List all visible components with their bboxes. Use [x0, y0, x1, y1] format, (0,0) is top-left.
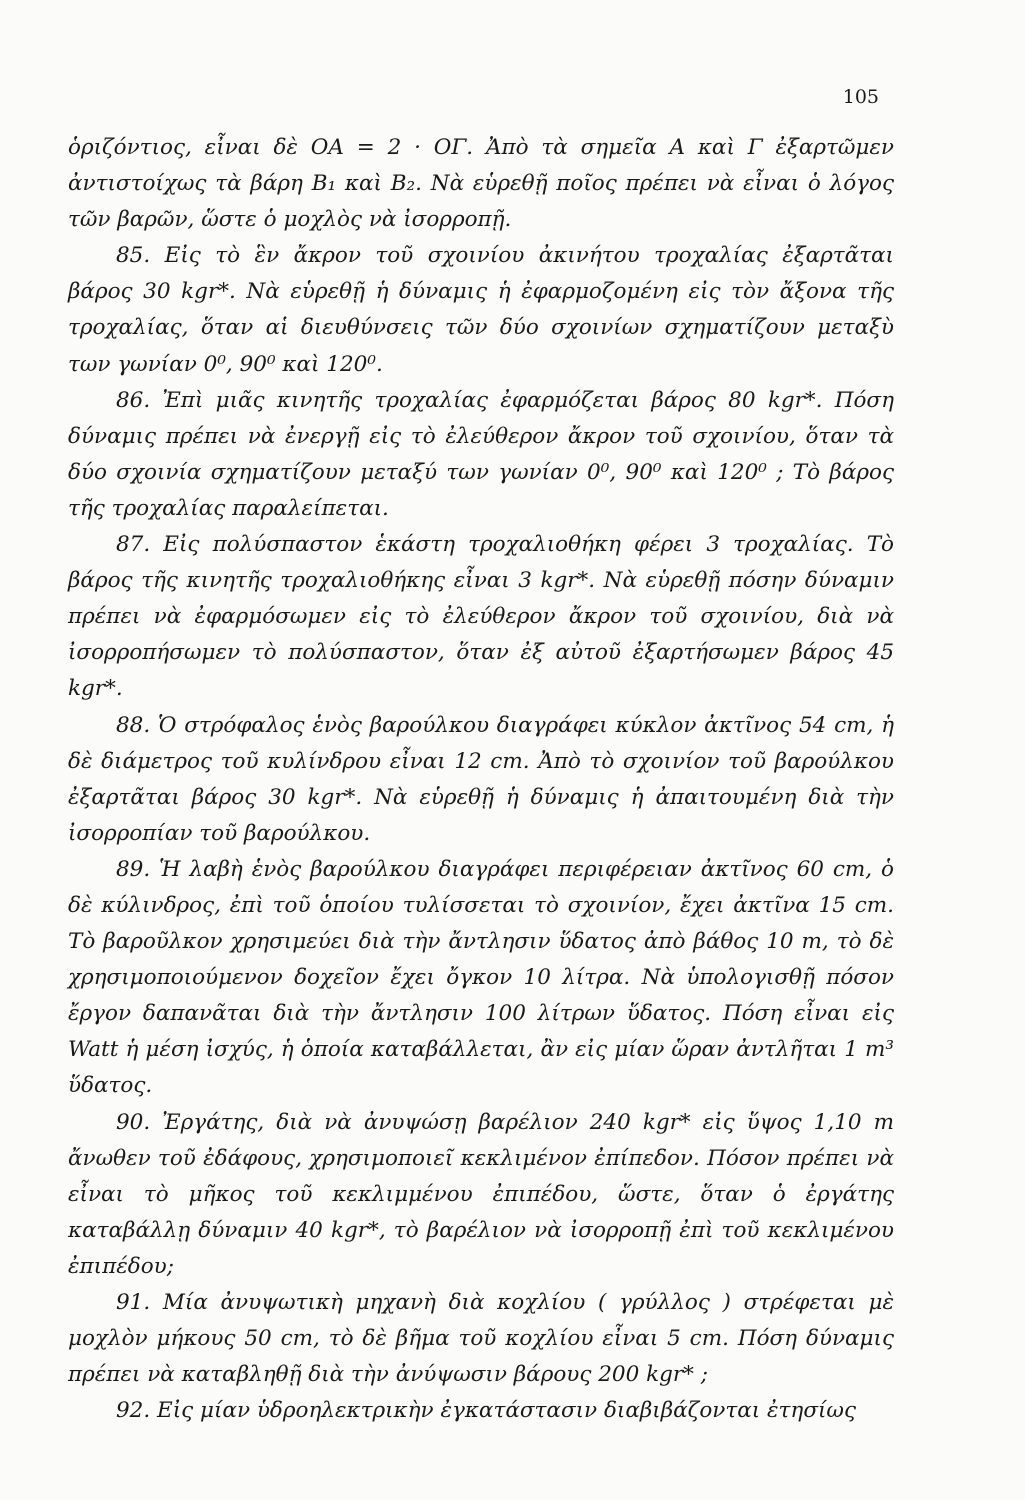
problem-91: 91. Μία ἀνυψωτικὴ μηχανὴ διὰ κοχλίου ( γρύλλος ) στρέφεται μὲ μοχλὸν μήκους 50 cm, τὸ δὲ βῆμα τοῦ κοχλίου εἶναι 5 cm. Πόση δύναμις πρέπει νὰ καταβληθῇ διὰ τὴν ἀνύψωσιν βάρους 200 kgr* ; [68, 1290, 894, 1388]
problem-89: 89. Ἡ λαβὴ ἑνὸς βαρούλκου διαγράφει περιφέρειαν ἀκτῖνος 60 cm, ὁ δὲ κύλινδρος, ἐπὶ τοῦ ὁποίου τυλίσσεται τὸ σχοινίον, ἔχει ἀκτῖνα 15 cm. Τὸ βαροῦλκον χρησιμεύει διὰ τὴν ἄντλησιν ὕδατος ἀπὸ βάθος 10 m, τὸ δὲ χρησιμοποιούμενον δοχεῖον ἔχει ὄγκον 10 λίτρα. Νὰ ὑπολογισθῇ πόσον ἔργον δαπανᾶται διὰ τὴν ἄντλησιν 100 λίτρων ὕδατος. Πόση εἶναι εἰς Watt ἡ μέση ἰσχύς, ἡ ὁποία καταβάλλεται, ἂν εἰς μίαν ὥραν ἀντλῆται 1 m³ ὕδατος. [68, 856, 894, 1099]
problem-92: 92. Εἰς μίαν ὑδροηλεκτρικὴν ἐγκατάστασιν διαβιβάζονται ἐτησίως [116, 1398, 856, 1424]
problem-88: 88. Ὁ στρόφαλος ἑνὸς βαρούλκου διαγράφει κύκλον ἀκτῖνος 54 cm, ἡ δὲ διάμετρος τοῦ κυλίνδρου εἶναι 12 cm. Ἀπὸ τὸ σχοινίον τοῦ βαρούλκου ἐξαρτᾶται βάρος 30 kgr*. Νὰ εὑρεθῇ ἡ δύναμις ἡ ἀπαιτουμένη διὰ τὴν ἰσορροπίαν τοῦ βαρούλκου. [68, 712, 894, 846]
problem-86: 86. Ἐπὶ μιᾶς κινητῆς τροχαλίας ἐφαρμόζεται βάρος 80 kgr*. Πόση δύναμις πρέπει νὰ ἐνεργῇ εἰς τὸ ἐλεύθερον ἄκρον τοῦ σχοινίου, ὅταν τὰ δύο σχοινία σχηματίζουν μεταξύ των γωνίαν 0⁰, 90⁰ καὶ 120⁰ ; Τὸ βάρος τῆς τροχαλίας παραλείπεται. [68, 387, 894, 521]
problem-85: 85. Εἰς τὸ ἓν ἄκρον τοῦ σχοινίου ἀκινήτου τροχαλίας ἐξαρτᾶται βάρος 30 kgr*. Νὰ εὑρεθῇ ἡ δύναμις ἡ ἐφαρμοζομένη εἰς τὸν ἄξονα τῆς τροχαλίας, ὅταν αἱ διευθύνσεις τῶν δύο σχοινίων σχηματίζουν μεταξὺ των γωνίαν 0⁰, 90⁰ καὶ 120⁰. [68, 243, 894, 377]
problem-90: 90. Ἐργάτης, διὰ νὰ ἀνυψώσῃ βαρέλιον 240 kgr* εἰς ὕψος 1,10 m ἄνωθεν τοῦ ἐδάφους, χρησιμοποιεῖ κεκλιμένον ἐπίπεδον. Πόσον πρέπει νὰ εἶναι τὸ μῆκος τοῦ κεκλιμμένου ἐπιπέδου, ὥστε, ὅταν ὁ ἐργάτης καταβάλλῃ δύναμιν 40 kgr*, τὸ βαρέλιον νὰ ἰσορροπῇ ἐπὶ τοῦ κεκλιμένου ἐπιπέδου; [68, 1109, 894, 1279]
problem-87: 87. Εἰς πολύσπαστον ἑκάστη τροχαλιοθήκη φέρει 3 τροχαλίας. Τὸ βάρος τῆς κινητῆς τροχαλιοθήκης εἶναι 3 kgr*. Νὰ εὑρεθῇ πόσην δύναμιν πρέπει νὰ ἐφαρμόσωμεν εἰς τὸ ἐλεύθερον ἄκρον τοῦ σχοινίου, διὰ νὰ ἰσορροπήσωμεν τὸ πολύσπαστον, ὅταν ἐξ αὐτοῦ ἐξαρτήσωμεν βάρος 45 kgr*. [68, 532, 894, 702]
paragraph-continuation: ὁριζόντιος, εἶναι δὲ ΟΑ = 2 · ΟΓ. Ἀπὸ τὰ σημεῖα Α καὶ Γ ἐξαρτῶμεν ἀντιστοίχως τὰ βάρη B₁ καὶ B₂. Νὰ εὑρεθῇ ποῖος πρέπει νὰ εἶναι ὁ λόγος τῶν βαρῶν, ὥστε ὁ μοχλὸς νὰ ἰσορροπῇ. [68, 135, 894, 233]
page-body [68, 130, 894, 1429]
page-number: 105 [842, 86, 879, 108]
